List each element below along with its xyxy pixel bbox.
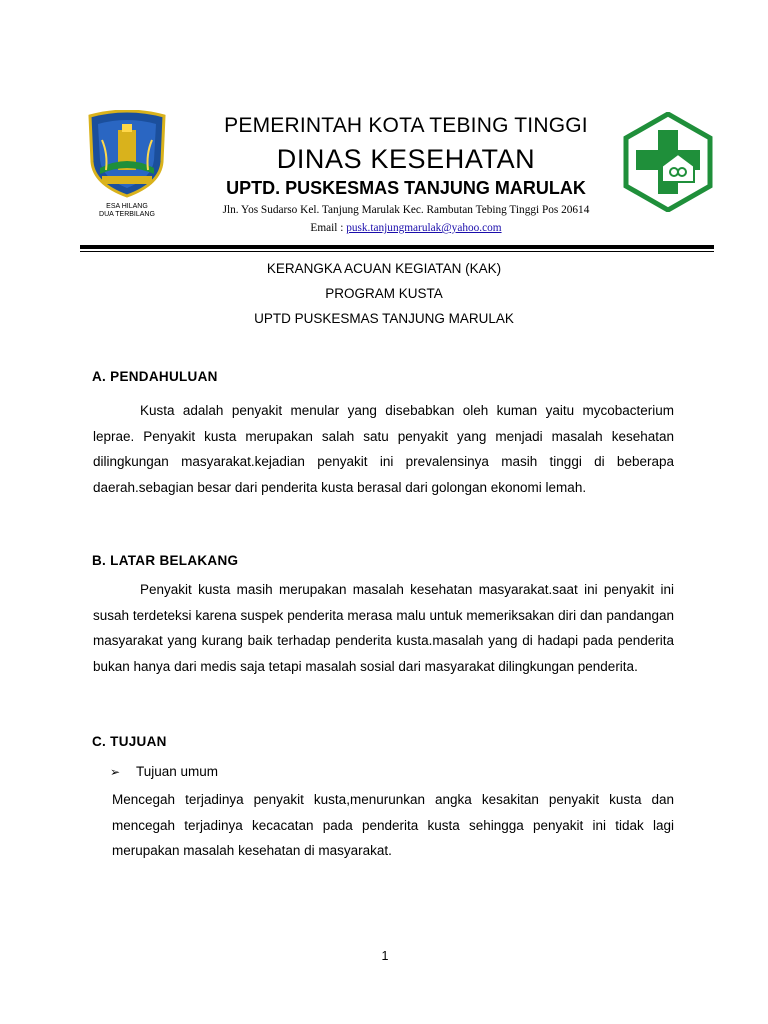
- bullet-label: Tujuan umum: [136, 764, 219, 779]
- document-title: KERANGKA ACUAN KEGIATAN (KAK): [266, 261, 502, 276]
- letterhead-government: PEMERINTAH KOTA TEBING TINGGI: [224, 114, 588, 137]
- letterhead-rule-thin: [80, 251, 714, 252]
- puskesmas-logo-icon: [622, 112, 714, 212]
- page-number: 1: [381, 949, 389, 963]
- arrow-bullet-icon: ➢: [110, 765, 121, 779]
- section-a-paragraph: Kusta adalah penyakit menular yang disebabkan oleh kuman yaitu mycobacterium leprae. Penyakit kusta merupakan salah satu penyakit yang menjadi masalah kesehatan dilingkungan masyarakat.kejadian penyakit ini prevalensinya masih tinggi di beberapa daerah.sebagian besar dari penderita kusta berasal dari golongan ekonomi lemah.: [93, 403, 674, 495]
- program-title: PROGRAM KUSTA: [325, 286, 443, 301]
- email-link[interactable]: pusk.tanjungmarulak@yahoo.com: [346, 222, 502, 234]
- unit-title: UPTD PUSKESMAS TANJUNG MARULAK: [254, 311, 514, 326]
- motto-line-1: ESA HILANG: [106, 203, 148, 210]
- section-c-paragraph: Mencegah terjadinya penyakit kusta,menurunkan angka kesakitan penyakit kusta dan mencegah terjadinya kecacatan pada penderita kusta sehingga penyakit ini tidak lagi merupakan masalah kesehatan di masyarakat.: [112, 792, 674, 858]
- motto-line-2: DUA TERBILANG: [99, 211, 155, 218]
- letterhead-address: Jln. Yos Sudarso Kel. Tanjung Marulak Kec. Rambutan Tebing Tinggi Pos 20614: [222, 204, 590, 216]
- email-label: Email :: [310, 222, 347, 234]
- letterhead-unit: UPTD. PUSKESMAS TANJUNG MARULAK: [226, 178, 586, 198]
- section-c-heading: C. TUJUAN: [92, 734, 167, 749]
- section-a-heading: A. PENDAHULUAN: [92, 369, 218, 384]
- bullet-item: [110, 764, 218, 779]
- letterhead-department: DINAS KESEHATAN: [276, 144, 536, 174]
- letterhead-email-row: [180, 222, 632, 234]
- section-b-paragraph: Penyakit kusta masih merupakan masalah kesehatan masyarakat.saat ini penyakit ini susah terdeteksi karena suspek penderita merasa malu untuk memeriksakan diri dan pandangan masyarakat yang kurang baik terhadap penderita kusta.masalah yang di hadapi pada penderita bukan hanya dari medis saja tetapi masalah sosial dari masyarakat dilingkungan penderita.: [93, 582, 674, 674]
- section-b-heading: B. LATAR BELAKANG: [92, 553, 239, 568]
- letterhead-rule-thick: [80, 245, 714, 249]
